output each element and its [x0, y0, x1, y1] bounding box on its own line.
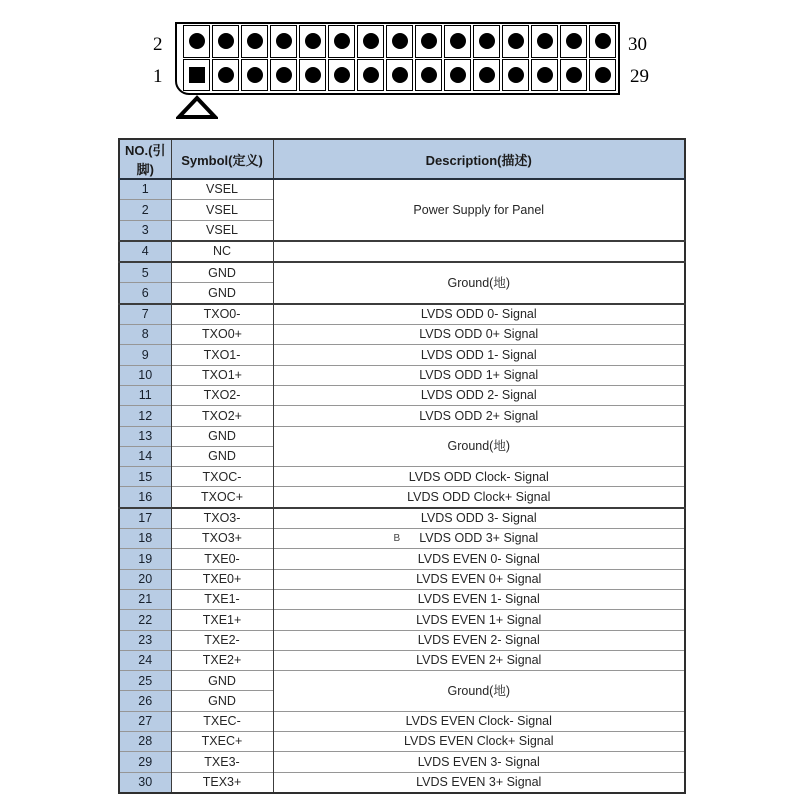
pin-number-cell: 3	[119, 220, 171, 241]
pin-number-cell: 4	[119, 241, 171, 262]
description-cell: LVDS EVEN Clock- Signal	[273, 711, 685, 731]
pin-column	[473, 25, 500, 91]
pin-cell	[212, 25, 239, 58]
symbol-cell: TXE2+	[171, 650, 273, 670]
pin-dot-icon	[508, 67, 524, 83]
col-header-description: Description(描述)	[273, 139, 685, 179]
symbol-cell: TXE2-	[171, 630, 273, 650]
pin-cell	[357, 25, 384, 58]
symbol-cell: TXO0+	[171, 325, 273, 345]
table-row	[119, 671, 685, 691]
description-cell: LVDS EVEN 1+ Signal	[273, 610, 685, 630]
symbol-cell: GND	[171, 691, 273, 711]
pin-dot-icon	[421, 67, 437, 83]
symbol-cell: NC	[171, 241, 273, 262]
pin-dot-icon	[363, 33, 379, 49]
pin-cell	[270, 59, 297, 92]
description-cell: LVDS EVEN 3+ Signal	[273, 772, 685, 793]
table-row	[119, 241, 685, 262]
symbol-cell: TXO2+	[171, 406, 273, 426]
pin-dot-icon	[218, 33, 234, 49]
pin-number-cell: 18	[119, 529, 171, 549]
symbol-cell: TXEC+	[171, 732, 273, 752]
description-cell: LVDS ODD 0- Signal	[273, 304, 685, 325]
pin-cell	[531, 25, 558, 58]
pin-dot-icon	[421, 33, 437, 49]
pin-number-cell: 22	[119, 610, 171, 630]
pin-dot-icon	[334, 67, 350, 83]
description-cell: LVDS EVEN 0- Signal	[273, 549, 685, 569]
pin-cell	[270, 25, 297, 58]
pin-cell	[415, 59, 442, 92]
pin1-label: 1	[153, 66, 163, 87]
pin-number-cell: 9	[119, 345, 171, 365]
pin-cell	[473, 59, 500, 92]
table-row	[119, 508, 685, 529]
description-cell: Ground(地)	[273, 426, 685, 467]
symbol-cell: TXO0-	[171, 304, 273, 325]
table-row	[119, 426, 685, 446]
table-row	[119, 549, 685, 569]
pin-dot-icon	[479, 33, 495, 49]
pin-cell	[328, 25, 355, 58]
pin-column	[241, 25, 268, 91]
pin-dot-icon	[247, 33, 263, 49]
pin-dot-icon	[508, 33, 524, 49]
pin-column	[560, 25, 587, 91]
table-row	[119, 711, 685, 731]
pin30-label: 30	[628, 34, 647, 55]
pin-cell	[502, 59, 529, 92]
symbol-cell: VSEL	[171, 200, 273, 220]
table-row	[119, 385, 685, 405]
symbol-cell: GND	[171, 446, 273, 466]
pin-dot-icon	[305, 67, 321, 83]
symbol-cell: VSEL	[171, 179, 273, 200]
table-row	[119, 487, 685, 508]
description-cell: LVDS EVEN 2+ Signal	[273, 650, 685, 670]
pin-number-cell: 13	[119, 426, 171, 446]
pin-number-cell: 11	[119, 385, 171, 405]
pin-number-cell: 19	[119, 549, 171, 569]
col-header-no: NO.(引脚)	[119, 139, 171, 179]
pin-number-cell: 17	[119, 508, 171, 529]
pin-1-square-icon	[189, 67, 205, 83]
description-cell: LVDS EVEN 0+ Signal	[273, 569, 685, 589]
pin-dot-icon	[566, 33, 582, 49]
pin-cell	[444, 59, 471, 92]
pin-number-cell: 10	[119, 365, 171, 385]
table-row	[119, 732, 685, 752]
pin-column	[212, 25, 239, 91]
symbol-cell: GND	[171, 671, 273, 691]
pin-cell	[299, 59, 326, 92]
pin-number-cell: 2	[119, 200, 171, 220]
description-cell: LVDS EVEN Clock+ Signal	[273, 732, 685, 752]
pin-column	[415, 25, 442, 91]
pin-cell	[502, 25, 529, 58]
description-cell: LVDS ODD 3- Signal	[273, 508, 685, 529]
pin-column	[444, 25, 471, 91]
pin-cell	[415, 25, 442, 58]
symbol-cell: TXO2-	[171, 385, 273, 405]
pin29-label: 29	[630, 66, 649, 87]
pin-cell	[241, 59, 268, 92]
pin-cell	[183, 59, 210, 92]
table-row	[119, 365, 685, 385]
pin-dot-icon	[276, 33, 292, 49]
pin-number-cell: 1	[119, 179, 171, 200]
symbol-cell: VSEL	[171, 220, 273, 241]
description-cell: LVDS EVEN 3- Signal	[273, 752, 685, 772]
symbol-cell: TXO1-	[171, 345, 273, 365]
pin-number-cell: 23	[119, 630, 171, 650]
description-cell: Ground(地)	[273, 262, 685, 304]
symbol-cell: TXO3-	[171, 508, 273, 529]
pin-column	[270, 25, 297, 91]
pin-number-cell: 21	[119, 589, 171, 609]
symbol-cell: TXEC-	[171, 711, 273, 731]
symbol-cell: TXOC-	[171, 467, 273, 487]
pin-number-cell: 29	[119, 752, 171, 772]
table-row	[119, 752, 685, 772]
symbol-cell: TXE0+	[171, 569, 273, 589]
table-row	[119, 304, 685, 325]
pin-dot-icon	[305, 33, 321, 49]
pin-number-cell: 14	[119, 446, 171, 466]
pin-dot-icon	[392, 67, 408, 83]
table-row	[119, 589, 685, 609]
description-cell: LVDS ODD 2+ Signal	[273, 406, 685, 426]
pin-dot-icon	[595, 33, 611, 49]
pin-grid	[183, 25, 616, 91]
description-cell: LVDS ODD 1+ Signal	[273, 365, 685, 385]
pin-number-cell: 8	[119, 325, 171, 345]
pin-cell	[386, 25, 413, 58]
pin-number-cell: 5	[119, 262, 171, 283]
pin-number-cell: 28	[119, 732, 171, 752]
pin-cell	[212, 59, 239, 92]
pin-column	[531, 25, 558, 91]
table-row	[119, 772, 685, 793]
pin-dot-icon	[276, 67, 292, 83]
stray-mark: B	[393, 532, 401, 544]
symbol-cell: TXE0-	[171, 549, 273, 569]
pinout-table	[118, 138, 686, 794]
table-row	[119, 345, 685, 365]
pin-column	[589, 25, 616, 91]
pin-dot-icon	[392, 33, 408, 49]
description-cell: LVDS ODD 0+ Signal	[273, 325, 685, 345]
pin-column	[386, 25, 413, 91]
pin-column	[328, 25, 355, 91]
connector-shell	[175, 22, 620, 95]
description-cell: Ground(地)	[273, 671, 685, 712]
symbol-cell: GND	[171, 283, 273, 304]
pin-dot-icon	[218, 67, 234, 83]
pin-number-cell: 30	[119, 772, 171, 793]
pin-number-cell: 27	[119, 711, 171, 731]
pin-number-cell: 15	[119, 467, 171, 487]
pin-dot-icon	[247, 67, 263, 83]
symbol-cell: TXE1+	[171, 610, 273, 630]
pin-column	[502, 25, 529, 91]
pin-cell	[444, 25, 471, 58]
header-row	[119, 139, 685, 179]
description-cell: LVDS EVEN 1- Signal	[273, 589, 685, 609]
description-cell: LVDS ODD 2- Signal	[273, 385, 685, 405]
key-triangle-icon	[176, 95, 218, 120]
pin-cell	[241, 25, 268, 58]
symbol-cell: TXE3-	[171, 752, 273, 772]
pin-cell	[531, 59, 558, 92]
pin-cell	[473, 25, 500, 58]
table-row	[119, 529, 685, 549]
table-row	[119, 262, 685, 283]
pin-cell	[299, 25, 326, 58]
pin2-label: 2	[153, 34, 163, 55]
col-header-symbol: Symbol(定义)	[171, 139, 273, 179]
symbol-cell: TXE1-	[171, 589, 273, 609]
pin-dot-icon	[450, 67, 466, 83]
table-row	[119, 650, 685, 670]
pin-dot-icon	[189, 33, 205, 49]
pin-dot-icon	[566, 67, 582, 83]
description-cell: LVDS ODD Clock+ Signal	[273, 487, 685, 508]
pin-cell	[386, 59, 413, 92]
pin-number-cell: 16	[119, 487, 171, 508]
symbol-cell: GND	[171, 262, 273, 283]
pin-dot-icon	[450, 33, 466, 49]
pin-number-cell: 12	[119, 406, 171, 426]
symbol-cell: TXOC+	[171, 487, 273, 508]
table-row	[119, 325, 685, 345]
symbol-cell: GND	[171, 426, 273, 446]
description-cell: LVDS ODD 1- Signal	[273, 345, 685, 365]
pin-dot-icon	[595, 67, 611, 83]
pin-number-cell: 26	[119, 691, 171, 711]
pin-number-cell: 7	[119, 304, 171, 325]
pin-column	[357, 25, 384, 91]
pin-cell	[328, 59, 355, 92]
symbol-cell: TXO3+	[171, 529, 273, 549]
pin-number-cell: 20	[119, 569, 171, 589]
connector-diagram	[0, 0, 800, 130]
pin-dot-icon	[537, 33, 553, 49]
description-cell: LVDS EVEN 2- Signal	[273, 630, 685, 650]
pin-cell	[589, 59, 616, 92]
pin-column	[299, 25, 326, 91]
pin-number-cell: 24	[119, 650, 171, 670]
pin-cell	[560, 25, 587, 58]
pin-cell	[560, 59, 587, 92]
description-cell: LVDS ODD 3+ Signal B	[273, 529, 685, 549]
description-cell	[273, 241, 685, 262]
description-cell: Power Supply for Panel	[273, 179, 685, 241]
pin-number-cell: 25	[119, 671, 171, 691]
pin-dot-icon	[537, 67, 553, 83]
pin-dot-icon	[363, 67, 379, 83]
table-row	[119, 569, 685, 589]
description-cell: LVDS ODD Clock- Signal	[273, 467, 685, 487]
pin-cell	[589, 25, 616, 58]
pin-dot-icon	[334, 33, 350, 49]
symbol-cell: TEX3+	[171, 772, 273, 793]
table-row	[119, 630, 685, 650]
symbol-cell: TXO1+	[171, 365, 273, 385]
table-row	[119, 179, 685, 200]
pin-dot-icon	[479, 67, 495, 83]
table-row	[119, 610, 685, 630]
pin-column	[183, 25, 210, 91]
table-row	[119, 406, 685, 426]
table-row	[119, 467, 685, 487]
pin-cell	[357, 59, 384, 92]
pin-number-cell: 6	[119, 283, 171, 304]
pin-cell	[183, 25, 210, 58]
